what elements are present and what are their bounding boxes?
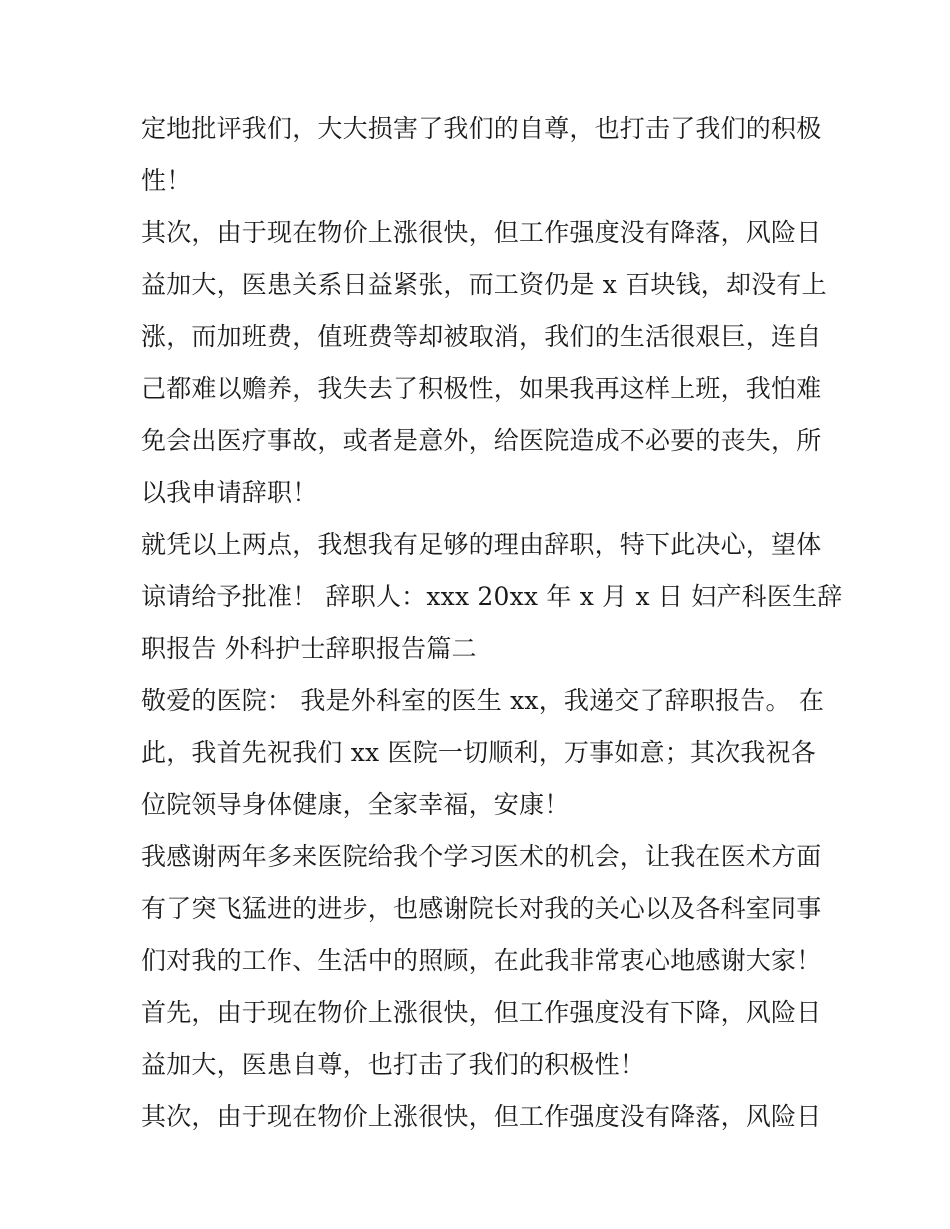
text-line: 其次，由于现在物价上涨很快，但工作强度没有降落，风险日 <box>141 1102 822 1131</box>
text-line: 职报告 外科护士辞职报告篇二 <box>141 634 477 663</box>
text-line: 其次，由于现在物价上涨很快，但工作强度没有降落，风险日 <box>141 218 822 247</box>
text-line: 位院领导身体健康，全家幸福，安康！ <box>141 790 570 819</box>
text-line: 首先，由于现在物价上涨很快，但工作强度没有下降，风险日 <box>141 998 822 1027</box>
text-line: 己都难以赡养，我失去了积极性，如果我再这样上班，我怕难 <box>141 374 822 403</box>
text-line: 有了突飞猛进的进步，也感谢院长对我的关心以及各科室同事 <box>141 894 822 923</box>
text-line: 涨，而加班费，值班费等却被取消，我们的生活很艰巨，连自 <box>141 322 822 351</box>
text-line: 益加大，医患自尊，也打击了我们的积极性！ <box>141 1050 646 1079</box>
text-line: 就凭以上两点，我想我有足够的理由辞职，特下此决心，望体 <box>141 530 822 559</box>
text-line: 以我申请辞职！ <box>141 478 318 507</box>
text-line: 性！ <box>141 166 192 195</box>
text-line: 益加大，医患关系日益紧张，而工资仍是 x 百块钱，却没有上 <box>141 270 827 299</box>
document-body <box>141 103 843 1143</box>
text-line: 谅请给予批准！ 辞职人：xxx 20xx 年 x 月 x 日 妇产科医生辞 <box>141 582 843 611</box>
text-line: 免会出医疗事故，或者是意外，给医院造成不必要的丧失，所 <box>141 426 822 455</box>
text-line: 此，我首先祝我们 xx 医院一切顺利，万事如意；其次我祝各 <box>141 738 816 767</box>
text-line: 们对我的工作、生活中的照顾，在此我非常衷心地感谢大家！ <box>141 946 822 975</box>
text-line: 我感谢两年多来医院给我个学习医术的机会，让我在医术方面 <box>141 842 822 871</box>
text-line: 定地批评我们，大大损害了我们的自尊，也打击了我们的积极 <box>141 114 822 143</box>
text-line: 敬爱的医院： 我是外科室的医生 xx，我递交了辞职报告。 在 <box>141 686 825 715</box>
